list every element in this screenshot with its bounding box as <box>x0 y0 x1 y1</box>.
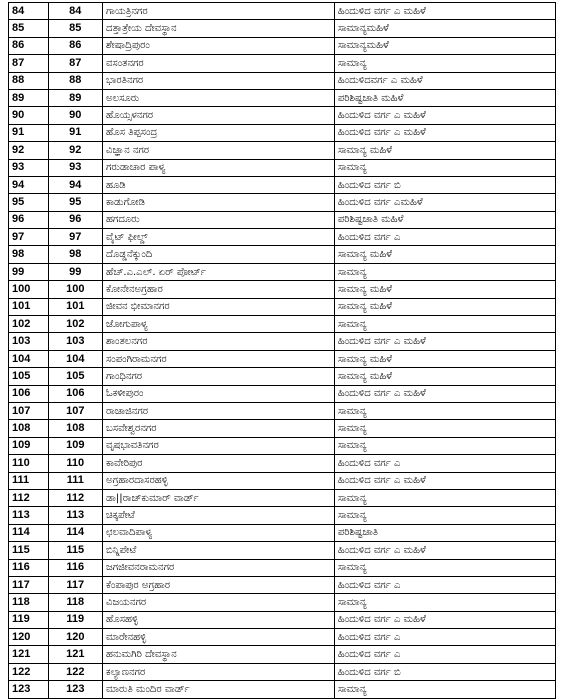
ward-name-cell: ಕೋನೇನಅಗ್ರಹಾರ <box>103 281 335 298</box>
reservation-category-cell: ಸಾಮಾನ್ಯ <box>334 437 555 454</box>
ward-number-cell: 89 <box>48 89 102 106</box>
serial-number-cell: 121 <box>9 646 49 663</box>
table-row <box>9 194 556 211</box>
reservation-category-cell: ಹಿಂದುಳಿದ ವರ್ಗ ಬಿ <box>334 663 555 680</box>
table-row <box>9 124 556 141</box>
table-row <box>9 176 556 193</box>
ward-number-cell: 91 <box>48 124 102 141</box>
ward-number-cell: 87 <box>48 55 102 72</box>
serial-number-cell: 117 <box>9 576 49 593</box>
reservation-category-cell: ಹಿಂದುಳಿದ ವರ್ಗ ಎ ಮಹಿಳೆ <box>334 472 555 489</box>
reservation-category-cell: ಹಿಂದುಳಿದ ವರ್ಗ ಎ <box>334 646 555 663</box>
serial-number-cell: 89 <box>9 89 49 106</box>
ward-name-cell: ಅಲಸೂರು <box>103 89 335 106</box>
ward-name-cell: ಹೊಸ ತಿಪ್ಪಸಂದ್ರ <box>103 124 335 141</box>
serial-number-cell: 95 <box>9 194 49 211</box>
ward-name-cell: ಹನುಮಗಿರಿ ದೇವಸ್ಥಾನ <box>103 646 335 663</box>
reservation-category-cell: ಸಾಮಾನ್ಯ <box>334 263 555 280</box>
serial-number-cell: 116 <box>9 559 49 576</box>
reservation-category-cell: ಸಾಮಾನ್ಯ ಮಹಿಳೆ <box>334 142 555 159</box>
ward-name-cell: ಭಾರತಿನಗರ <box>103 72 335 89</box>
ward-name-cell: ಜೀವನ ಭೀಮಾನಗರ <box>103 298 335 315</box>
reservation-category-cell: ಹಿಂದುಳಿದ ವರ್ಗ ಎಮಹಿಳೆ <box>334 194 555 211</box>
ward-name-cell: ಮಾರುತಿ ಮಂದಿರ ವಾರ್ಡ್ <box>103 681 335 698</box>
ward-table-body <box>9 3 556 699</box>
reservation-category-cell: ಸಾಮಾನ್ಯ ಮಹಿಳೆ <box>334 298 555 315</box>
serial-number-cell: 108 <box>9 420 49 437</box>
ward-name-cell: ಜೋಗುಪಾಳ್ಯ <box>103 316 335 333</box>
table-row <box>9 316 556 333</box>
reservation-category-cell: ಸಾಮಾನ್ಯ <box>334 159 555 176</box>
ward-number-cell: 123 <box>48 681 102 698</box>
table-row <box>9 594 556 611</box>
reservation-category-cell: ಹಿಂದುಳಿದ ವರ್ಗ ಎ ಮಹಿಳೆ <box>334 124 555 141</box>
table-row <box>9 489 556 506</box>
ward-name-cell: ಡಾ||ರಾಜ್‌ಕುಮಾರ್ ವಾರ್ಡ್ <box>103 489 335 506</box>
reservation-category-cell: ಹಿಂದುಳಿದ ವರ್ಗ ಎ <box>334 229 555 246</box>
serial-number-cell: 105 <box>9 368 49 385</box>
reservation-category-cell: ಹಿಂದುಳಿದವರ್ಗ ಎ ಮಹಿಳೆ <box>334 72 555 89</box>
reservation-category-cell: ಸಾಮಾನ್ಯ <box>334 420 555 437</box>
ward-number-cell: 119 <box>48 611 102 628</box>
ward-number-cell: 93 <box>48 159 102 176</box>
ward-name-cell: ರಾಜಾಜಿನಗರ <box>103 402 335 419</box>
serial-number-cell: 122 <box>9 663 49 680</box>
serial-number-cell: 98 <box>9 246 49 263</box>
ward-number-cell: 120 <box>48 629 102 646</box>
ward-name-cell: ಓಕಳೀಪುರಂ <box>103 385 335 402</box>
ward-number-cell: 111 <box>48 472 102 489</box>
reservation-category-cell: ಸಾಮಾನ್ಯ <box>334 681 555 698</box>
ward-number-cell: 110 <box>48 455 102 472</box>
serial-number-cell: 84 <box>9 3 49 20</box>
table-row <box>9 663 556 680</box>
ward-number-cell: 109 <box>48 437 102 454</box>
ward-number-cell: 122 <box>48 663 102 680</box>
ward-number-cell: 84 <box>48 3 102 20</box>
serial-number-cell: 110 <box>9 455 49 472</box>
serial-number-cell: 90 <box>9 107 49 124</box>
reservation-category-cell: ಹಿಂದುಳಿದ ವರ್ಗ ಎ ಮಹಿಳೆ <box>334 611 555 628</box>
ward-name-cell: ಹೊಯ್ಸಳನಗರ <box>103 107 335 124</box>
table-row <box>9 646 556 663</box>
reservation-category-cell: ಸಾಮಾನ್ಯ <box>334 316 555 333</box>
serial-number-cell: 101 <box>9 298 49 315</box>
serial-number-cell: 92 <box>9 142 49 159</box>
reservation-category-cell: ಸಾಮಾನ್ಯ <box>334 507 555 524</box>
table-row <box>9 524 556 541</box>
table-row <box>9 420 556 437</box>
ward-name-cell: ದೊಡ್ಡನೆಕ್ಕುಂದಿ <box>103 246 335 263</box>
ward-number-cell: 86 <box>48 37 102 54</box>
ward-number-cell: 92 <box>48 142 102 159</box>
serial-number-cell: 93 <box>9 159 49 176</box>
reservation-category-cell: ಸಾಮಾನ್ಯ ಮಹಿಳೆ <box>334 281 555 298</box>
table-row <box>9 37 556 54</box>
serial-number-cell: 107 <box>9 402 49 419</box>
table-row <box>9 559 556 576</box>
serial-number-cell: 100 <box>9 281 49 298</box>
reservation-category-cell: ಹಿಂದುಳಿದ ವರ್ಗ ಎ ಮಹಿಳೆ <box>334 107 555 124</box>
table-row <box>9 350 556 367</box>
ward-name-cell: ಸಂಪಂಗಿರಾಮನಗರ <box>103 350 335 367</box>
table-row <box>9 263 556 280</box>
reservation-category-cell: ಸಾಮಾನ್ಯ <box>334 559 555 576</box>
serial-number-cell: 123 <box>9 681 49 698</box>
reservation-category-cell: ಸಾಮಾನ್ಯ <box>334 489 555 506</box>
table-row <box>9 333 556 350</box>
ward-name-cell: ಹೂಡಿ <box>103 176 335 193</box>
ward-number-cell: 95 <box>48 194 102 211</box>
table-row <box>9 402 556 419</box>
ward-name-cell: ಗಾಂಧಿನಗರ <box>103 368 335 385</box>
serial-number-cell: 104 <box>9 350 49 367</box>
reservation-category-cell: ಹಿಂದುಳಿದ ವರ್ಗ ಎ ಮಹಿಳೆ <box>334 3 555 20</box>
ward-number-cell: 116 <box>48 559 102 576</box>
ward-name-cell: ವಿಜ್ಞಾನ ನಗರ <box>103 142 335 159</box>
ward-number-cell: 106 <box>48 385 102 402</box>
table-row <box>9 246 556 263</box>
table-row <box>9 107 556 124</box>
reservation-category-cell: ಸಾಮಾನ್ಯ <box>334 402 555 419</box>
reservation-category-cell: ಹಿಂದುಳಿದ ವರ್ಗ ಎ ಮಹಿಳೆ <box>334 385 555 402</box>
ward-number-cell: 114 <box>48 524 102 541</box>
ward-name-cell: ಕೆಂಪಾಪುರ ಅಗ್ರಹಾರ <box>103 576 335 593</box>
ward-name-cell: ವಿಜಯನಗರ <box>103 594 335 611</box>
ward-number-cell: 100 <box>48 281 102 298</box>
ward-number-cell: 96 <box>48 211 102 228</box>
table-row <box>9 507 556 524</box>
reservation-category-cell: ಹಿಂದುಳಿದ ವರ್ಗ ಎ <box>334 576 555 593</box>
serial-number-cell: 106 <box>9 385 49 402</box>
serial-number-cell: 94 <box>9 176 49 193</box>
serial-number-cell: 114 <box>9 524 49 541</box>
table-row <box>9 20 556 37</box>
ward-number-cell: 90 <box>48 107 102 124</box>
ward-name-cell: ಚಿಕ್ಕಪೇಟೆ <box>103 507 335 524</box>
ward-name-cell: ಮಾರೇನಹಳ್ಳಿ <box>103 629 335 646</box>
table-row <box>9 542 556 559</box>
ward-name-cell: ದತ್ತಾತ್ರೇಯ ದೇವಸ್ಥಾನ <box>103 20 335 37</box>
serial-number-cell: 119 <box>9 611 49 628</box>
table-row <box>9 368 556 385</box>
serial-number-cell: 112 <box>9 489 49 506</box>
serial-number-cell: 88 <box>9 72 49 89</box>
ward-name-cell: ವೈಟ್ ಫೀಲ್ಡ್ <box>103 229 335 246</box>
ward-name-cell: ಜಗಜೀವನರಾಮನಗರ <box>103 559 335 576</box>
table-row <box>9 159 556 176</box>
reservation-category-cell: ಪರಿಶಿಷ್ಟಜಾತಿ ಮಹಿಳೆ <box>334 211 555 228</box>
serial-number-cell: 86 <box>9 37 49 54</box>
ward-number-cell: 94 <box>48 176 102 193</box>
table-row <box>9 72 556 89</box>
ward-number-cell: 118 <box>48 594 102 611</box>
reservation-category-cell: ಸಾಮಾನ್ಯ ಮಹಿಳೆ <box>334 368 555 385</box>
ward-number-cell: 115 <box>48 542 102 559</box>
ward-number-cell: 98 <box>48 246 102 263</box>
serial-number-cell: 120 <box>9 629 49 646</box>
ward-number-cell: 99 <box>48 263 102 280</box>
serial-number-cell: 99 <box>9 263 49 280</box>
ward-name-cell: ಗರುಡಾಚಾರ ಪಾಳ್ಯ <box>103 159 335 176</box>
ward-name-cell: ಗಾಯತ್ರಿನಗರ <box>103 3 335 20</box>
table-row <box>9 472 556 489</box>
serial-number-cell: 96 <box>9 211 49 228</box>
table-row <box>9 298 556 315</box>
serial-number-cell: 87 <box>9 55 49 72</box>
ward-number-cell: 107 <box>48 402 102 419</box>
serial-number-cell: 118 <box>9 594 49 611</box>
serial-number-cell: 85 <box>9 20 49 37</box>
table-row <box>9 681 556 698</box>
reservation-category-cell: ಸಾಮಾನ್ಯ <box>334 55 555 72</box>
ward-number-cell: 88 <box>48 72 102 89</box>
ward-name-cell: ಹೊಸಹಳ್ಳಿ <box>103 611 335 628</box>
ward-name-cell: ಹೆಚ್.ಎ.ಎಲ್. ಏರ್ ಪೋರ್ಟ್ <box>103 263 335 280</box>
serial-number-cell: 109 <box>9 437 49 454</box>
reservation-category-cell: ಹಿಂದುಳಿದ ವರ್ಗ ಬಿ <box>334 176 555 193</box>
ward-number-cell: 113 <box>48 507 102 524</box>
table-row <box>9 89 556 106</box>
serial-number-cell: 103 <box>9 333 49 350</box>
ward-number-cell: 97 <box>48 229 102 246</box>
reservation-category-cell: ಹಿಂದುಳಿದ ವರ್ಗ ಎ <box>334 455 555 472</box>
reservation-category-cell: ಪರಿಶಿಷ್ಟಜಾತಿ <box>334 524 555 541</box>
serial-number-cell: 115 <box>9 542 49 559</box>
serial-number-cell: 102 <box>9 316 49 333</box>
table-row <box>9 211 556 228</box>
table-row <box>9 229 556 246</box>
reservation-category-cell: ಹಿಂದುಳಿದ ವರ್ಗ ಎ <box>334 629 555 646</box>
ward-reservation-table <box>8 2 556 699</box>
serial-number-cell: 91 <box>9 124 49 141</box>
table-row <box>9 142 556 159</box>
table-row <box>9 437 556 454</box>
ward-number-cell: 105 <box>48 368 102 385</box>
reservation-category-cell: ಪರಿಶಿಷ್ಟಜಾತಿ ಮಹಿಳೆ <box>334 89 555 106</box>
reservation-category-cell: ಹಿಂದುಳಿದ ವರ್ಗ ಎ ಮಹಿಳೆ <box>334 542 555 559</box>
ward-name-cell: ವೃಷಭಾವತಿನಗರ <box>103 437 335 454</box>
serial-number-cell: 111 <box>9 472 49 489</box>
ward-name-cell: ಬಸವೇಶ್ವರನಗರ <box>103 420 335 437</box>
table-row <box>9 385 556 402</box>
reservation-category-cell: ಸಾಮಾನ್ಯಮಹಿಳೆ <box>334 37 555 54</box>
serial-number-cell: 113 <box>9 507 49 524</box>
ward-number-cell: 102 <box>48 316 102 333</box>
ward-name-cell: ವಸಂತನಗರ <box>103 55 335 72</box>
ward-name-cell: ಹಗದೂರು <box>103 211 335 228</box>
ward-number-cell: 104 <box>48 350 102 367</box>
table-row <box>9 611 556 628</box>
table-row <box>9 629 556 646</box>
reservation-category-cell: ಸಾಮಾನ್ಯ ಮಹಿಳೆ <box>334 350 555 367</box>
table-row <box>9 455 556 472</box>
table-row <box>9 281 556 298</box>
reservation-category-cell: ಸಾಮಾನ್ಯ ಮಹಿಳೆ <box>334 246 555 263</box>
ward-name-cell: ಕಾವೇರಿಪುರ <box>103 455 335 472</box>
ward-number-cell: 101 <box>48 298 102 315</box>
table-row <box>9 3 556 20</box>
serial-number-cell: 97 <box>9 229 49 246</box>
ward-name-cell: ಕಲ್ಯಾಣನಗರ <box>103 663 335 680</box>
ward-number-cell: 103 <box>48 333 102 350</box>
table-row <box>9 576 556 593</box>
ward-name-cell: ಶೇಷಾದ್ರಿಪುರಂ <box>103 37 335 54</box>
ward-number-cell: 108 <box>48 420 102 437</box>
ward-name-cell: ಅಗ್ರಹಾರದಾಸರಹಳ್ಳಿ <box>103 472 335 489</box>
reservation-category-cell: ಸಾಮಾನ್ಯಮಹಿಳೆ <box>334 20 555 37</box>
ward-name-cell: ಶಾಂತಲನಗರ <box>103 333 335 350</box>
ward-number-cell: 117 <box>48 576 102 593</box>
reservation-category-cell: ಹಿಂದುಳಿದ ವರ್ಗ ಎ ಮಹಿಳೆ <box>334 333 555 350</box>
ward-number-cell: 112 <box>48 489 102 506</box>
reservation-category-cell: ಸಾಮಾನ್ಯ <box>334 594 555 611</box>
ward-number-cell: 85 <box>48 20 102 37</box>
ward-name-cell: ಛಲವಾದಿಪಾಳ್ಯ <box>103 524 335 541</box>
ward-name-cell: ಕಾಡುಗೋಡಿ <box>103 194 335 211</box>
table-row <box>9 55 556 72</box>
ward-name-cell: ಬಿನ್ನಿಪೇಟೆ <box>103 542 335 559</box>
ward-number-cell: 121 <box>48 646 102 663</box>
